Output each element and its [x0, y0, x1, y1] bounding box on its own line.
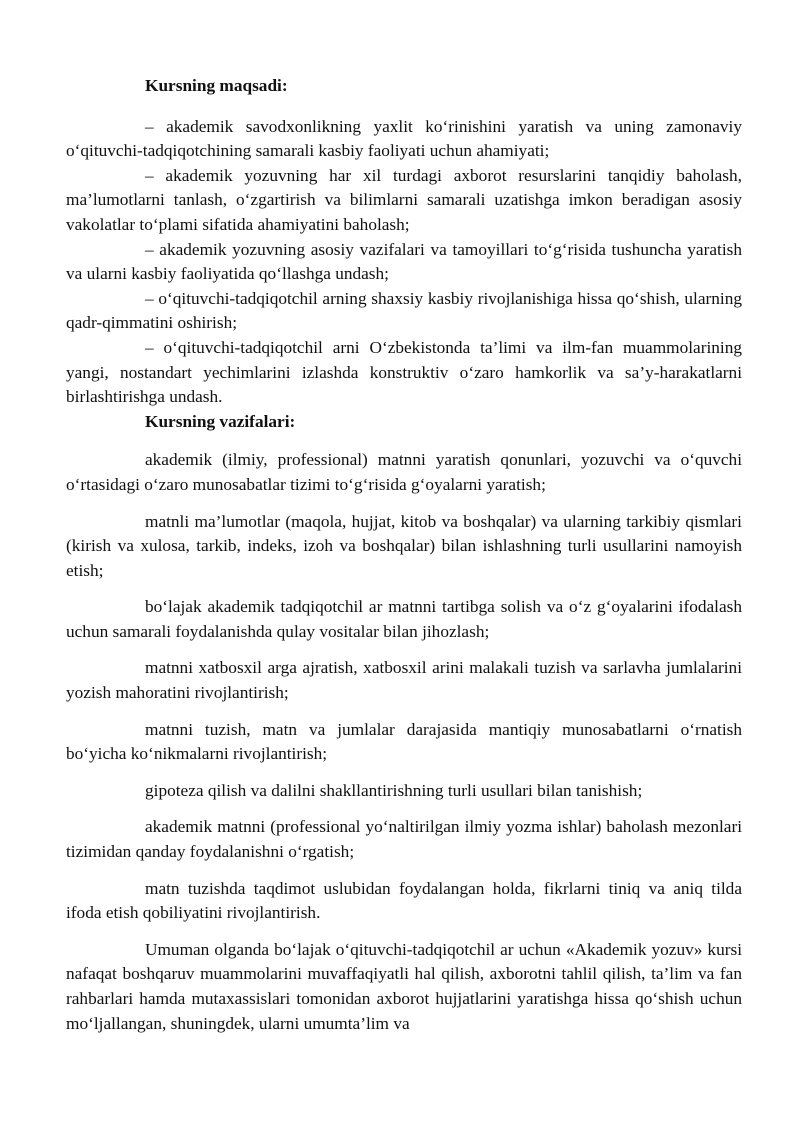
task-item: matn tuzishda taqdimot uslubidan foydalangan holda, fikrlarni tiniq va aniq tilda ifoda etish qobiliyatini rivojlantirish. [66, 878, 742, 923]
goal-item: – akademik savodxonlikning yaxlit ko‘rinishini yaratish va uning zamonaviy o‘qituvchi-tadqiqotchining samarali kasbiy faoliyati uchun ahamiyati; [66, 116, 742, 161]
tasks-list [66, 448, 742, 926]
goal-item: – o‘qituvchi-tadqiqotchil arning shaxsiy kasbiy rivojlanishiga hissa qo‘shish, ularning qadr-qimmatini oshirish; [66, 288, 742, 333]
goals-list [66, 115, 742, 410]
task-item: matnli ma’lumotlar (maqola, hujjat, kitob va boshqalar) va ularning tarkibiy qismlari (kirish va xulosa, tarkib, indeks, izoh va boshqalar) bilan ishlashning turli usullarini namoyish etish; [66, 511, 742, 580]
conclusion-paragraph: Umuman olganda bo‘lajak o‘qituvchi-tadqiqotchil ar uchun «Akademik yozuv» kursi nafaqat boshqaruv muammolarini muvaffaqiyatli hal qilish, axborotni tahlil qilish, ta’lim va fan rahbarlari hamda mutaxassislari tomonidan axborot hujjatlarini yaratishga hissa qo‘shish uchun mo‘ljallangan, shuningdek, ularni umumta’lim va [66, 939, 742, 1033]
task-item: akademik (ilmiy, professional) matnni yaratish qonunlari, yozuvchi va o‘quvchi o‘rtasidagi o‘zaro munosabatlar tizimi to‘g‘risida g‘oyalarni yaratish; [66, 450, 742, 494]
goals-heading: Kursning maqsadi: [145, 76, 288, 95]
goal-item: – akademik yozuvning har xil turdagi axborot resurslarini tanqidiy baholash, ma’lumotlarni tanlash, o‘zgartirish va bilimlarni samarali uzatishga imkon beradigan asosiy vakolatlar to‘plami sifatida ahamiyatini baholash; [66, 165, 742, 234]
goal-item: – o‘qituvchi-tadqiqotchil arni O‘zbekistonda ta’limi va ilm-fan muammolarining yangi, nostandart yechimlarini izlashda konstruktiv o‘zaro hamkorlik va sa’y-harakatlarni birlashtirishga undash. [66, 337, 742, 407]
task-item: gipoteza qilish va dalilni shakllantirishning turli usullari bilan tanishish; [145, 780, 643, 800]
goal-item: – akademik yozuvning asosiy vazifalari va tamoyillari to‘g‘risida tushuncha yaratish va ularni kasbiy faoliyatida qo‘llashga undash; [66, 239, 742, 284]
task-item: bo‘lajak akademik tadqiqotchil ar matnni tartibga solish va o‘z g‘oyalarini ifodalash uchun samarali foydalanishda qulay vositalar bilan jihozlash; [66, 597, 742, 641]
task-item: matnni tuzish, matn va jumlalar darajasida mantiqiy munosabatlarni o‘rnatish bo‘yicha ko‘nikmalarni rivojlantirish; [66, 719, 742, 764]
task-item: matnni xatbosxil arga ajratish, xatbosxil arini malakali tuzish va sarlavha jumlalarini yozish mahoratini rivojlantirish; [66, 658, 742, 703]
task-item: akademik matnni (professional yo‘naltirilgan ilmiy yozma ishlar) baholash mezonlari tizimidan qanday foydalanishni o‘rgatish; [66, 817, 742, 862]
tasks-heading: Kursning vazifalari: [145, 411, 296, 431]
